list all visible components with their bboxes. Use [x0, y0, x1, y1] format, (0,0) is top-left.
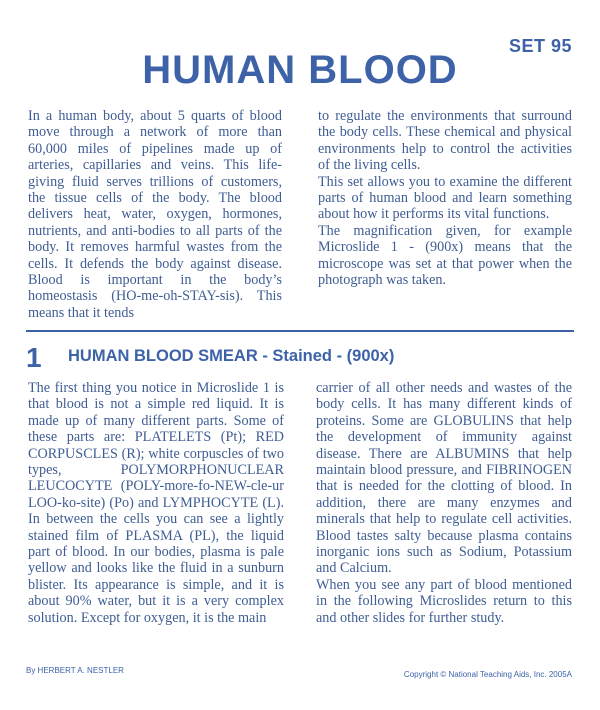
author-credit: By HERBERT A. NESTLER	[26, 666, 124, 675]
section-paragraph: When you see any part of blood mentioned in the following Microslides return to this and other slides for further study.	[316, 576, 572, 626]
section-title: HUMAN BLOOD SMEAR - Stained - (900x)	[68, 347, 395, 365]
copyright-notice: Copyright © National Teaching Aids, Inc. 2005A	[403, 670, 572, 679]
section-right-column	[316, 380, 572, 626]
intro-right-column	[318, 108, 572, 288]
intro-paragraph: to regulate the environments that surround the body cells. These chemical and physical environments help to control the activities of the living cells.	[318, 108, 572, 174]
section-paragraph: The first thing you notice in Microslide 1 is that blood is not a simple red liquid. It is made up of many different parts. Some of these parts are: PLATELETS (Pt); RED CORPUSCLES (R); white corpuscles of two types, POLYMORPHONUCLEAR LEUCOCYTE (POLY-more-fo-NEW-cle-ur LOO-ko-site) (Po) and LYMPHOCYTE (L). In between the cells you can see a lightly stained film of PLASMA (PL), the liquid part of blood. In our bodies, plasma is pale yellow and looks like the fluid in a sunburn blister. Its appearance is simple, and it is about 90% water, but it is a very complex solution. Except for oxygen, it is the main	[28, 380, 284, 626]
section-number: 1	[26, 342, 42, 373]
page-title: HUMAN BLOOD	[142, 48, 458, 92]
intro-paragraph: The magnification given, for example Microslide 1 - (900x) means that the microscope was set at that power when the photograph was taken.	[318, 222, 572, 289]
intro-paragraph: In a human body, about 5 quarts of blood move through a network of more than 60,000 miles of pipelines made up of arteries, capillaries and veins. This life-giving fluid serves trillions of customers, the tissue cells of the body. The blood delivers heat, water, oxygen, hormones, nutrients, and anti-bodies to all parts of the body. It removes harmful wastes from the cells. It defends the body against disease. Blood is important in the body’s homeostasis (HO-me-oh-STAY-sis). This means that it tends	[28, 108, 282, 321]
section-left-column	[28, 380, 284, 626]
intro-paragraph: This set allows you to examine the different parts of human blood and learn something about how it performs its vital functions.	[318, 173, 572, 223]
set-label: SET 95	[508, 36, 572, 56]
intro-left-column	[28, 108, 282, 321]
section-paragraph: carrier of all other needs and wastes of the body cells. It has many different kinds of proteins. Some are GLOBULINS that help the development of immunity against disease. There are ALBUMINS that help maintain blood pressure, and FIBRINOGEN that is needed for the clotting of blood. In addition, there are many enzymes and minerals that help to regulate cell activities. Blood tastes salty because plasma contains inorganic ions such as Sodium, Potassium and Calcium.	[316, 380, 572, 577]
section-divider	[26, 330, 574, 332]
